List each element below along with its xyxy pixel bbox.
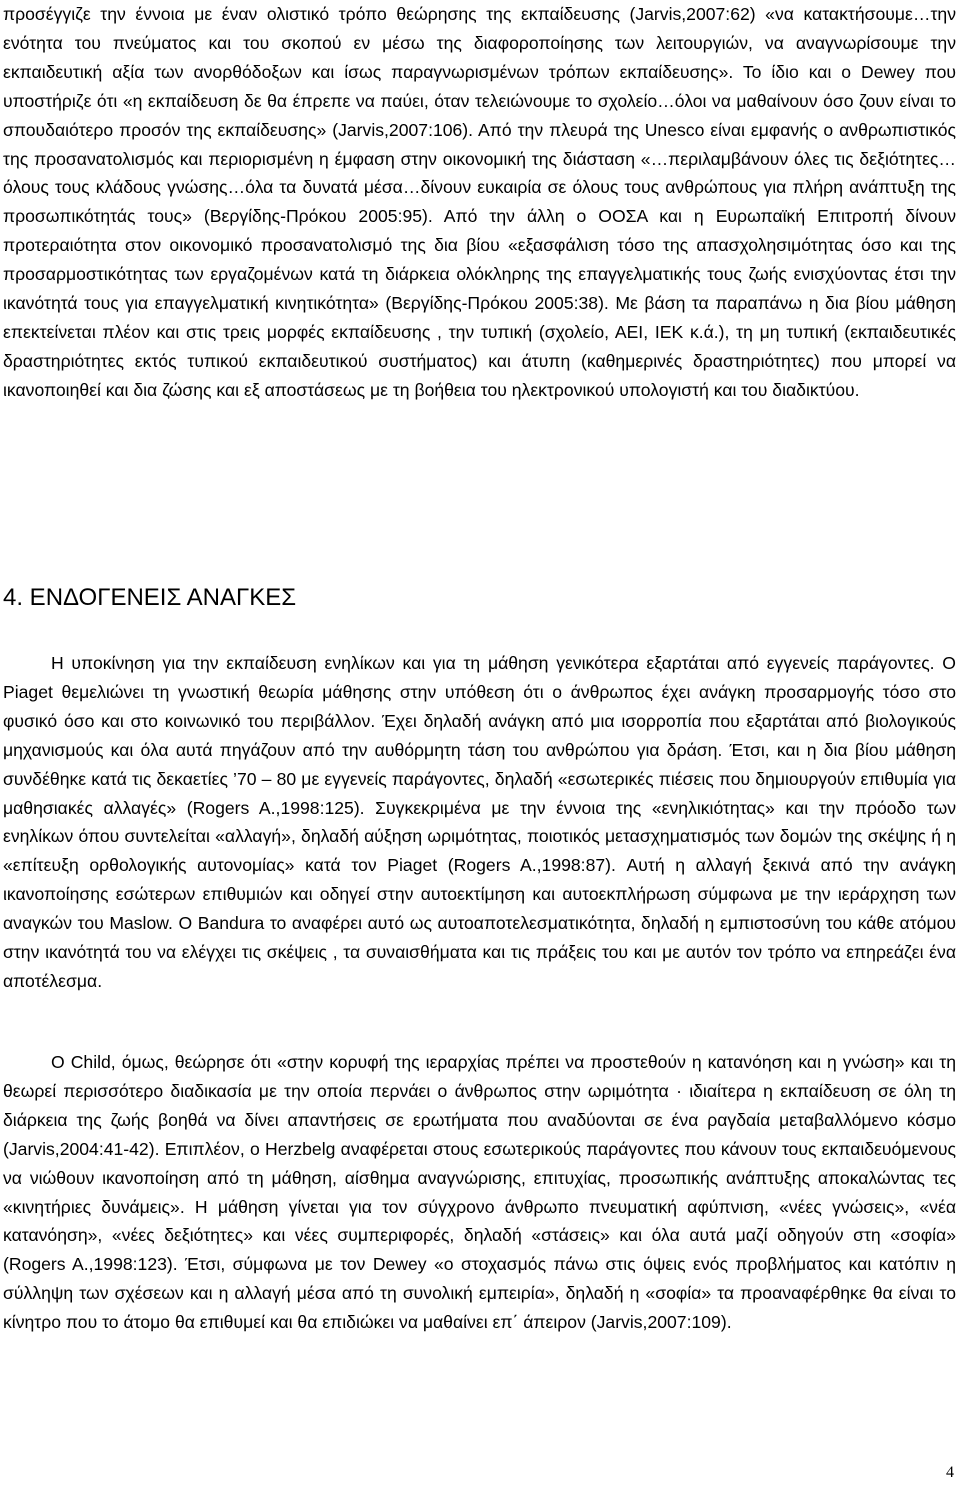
body-paragraph: Ο Child, όμως, θεώρησε ότι «στην κορυφή της ιεραρχίας πρέπει να προστεθούν η κατανόηση και η γνώση» και τη θεωρεί περισσότερο διαδικασία με την οποία περνάει ο άνθρωπος στην ωριμότητα · ιδιαίτερα η εκπαίδευση σε όλη τη διάρκεια της ζωής βοηθά να δίνει απαντήσεις σε ερωτήματα που αναδύονται σε ένα ραγδαία μεταβαλλόμενο κόσμο (Jarvis,2004:41-42). Επιπλέον, ο Herzbelg αναφέρεται στους εσωτερικούς παράγοντες που κάνουν τους εκπαιδευόμενους να νιώθουν ικανοποίηση από τη μάθηση, αίσθημα αναγνώρισης, επιτυχίας, προσωπικής ανάπτυξης αποκαλώντας τες «κινητήριες δυνάμεις». Η μάθηση γίνεται για τον σύγχρονο άνθρωπο πνευματική αφύπνιση, «νέες γνώσεις», «νέα κατανόηση», «νέες δεξιότητες» και νέες συμπεριφορές, δηλαδή «στάσεις» και όλα αυτά μαζί οδηγούν στη «σοφία» (Rogers A.,1998:123). Έτσι, σύμφωνα με τον Dewey «ο στοχασμός πάνω στις όψεις ενός προβλήματος και κατόπιν η σύλληψη των σχέσεων και η αλλαγή μέσα από τη συνολική εμπειρία», δηλαδή η «σοφία» τα προαναφέρθηκε θα είναι το κίνητρο που το άτομο θα επιθυμεί και θα επιδιώκει να μαθαίνει επ΄ άπειρον (Jarvis,2007:109). (3, 1052, 956, 1333)
body-paragraph: προσέγγιζε την έννοια με έναν ολιστικό τρόπο θεώρησης της εκπαίδευσης (Jarvis,2007:62) «να κατακτήσουμε…την ενότητα του πνεύματος και του σκοπού εν μέσω της διαφοροποίησης των λειτουργιών, να αναγνωρίσουμε την εκπαιδευτική αξία των ανορθόδοξων και ίσως παραγνωρισμένων τρόπων εκπαίδευσης». Το ίδιο και ο Dewey που υποστήριζε ότι «η εκπαίδευση δε θα έπρεπε να παύει, όταν τελειώνουμε το σχολείο…όλοι να μαθαίνουν όσο ζουν είναι το σπουδαιότερο προσόν της εκπαίδευσης» (Jarvis,2007:106). Από την πλευρά της Unesco είναι εμφανής ο ανθρωπιστικός της προσανατολισμός και περιορισμένη η έμφαση στην οικονομική της διάσταση «…περιλαμβάνουν όλες τις δεξιότητες…όλους τους κλάδους γνώσης…όλα τα δυνατά μέσα…δίνουν ευκαιρία σε όλους τους ανθρώπους για πλήρη ανάπτυξη της προσωπικότητάς τους» (Βεργίδης-Πρόκου 2005:95). Από την άλλη ο ΟΟΣΑ και η Ευρωπαϊκή Επιτροπή δίνουν προτεραιότητα στον οικονομικό προσανατολισμό της δια βίου «εξασφάλιση τόσο της απασχολησιμότητας όσο και της προσαρμοστικότητας των εργαζομένων κατά τη διάρκεια ολόκληρης της επαγγελματικής τους ζωής ενισχύοντας έτσι την ικανότητά τους για επαγγελματική κινητικότητα» (Βεργίδης-Πρόκου 2005:38). Με βάση τα παραπάνω η δια βίου μάθηση επεκτείνεται πλέον και στις τρεις μορφές εκπαίδευσης , την τυπική (σχολείο, ΑΕΙ, ΙΕΚ κ.ά.), τη μη τυπική (εκπαιδευτικές δραστηριότητες εκτός τυπικού εκπαιδευτικού συστήματος) και άτυπη (καθημερινές δραστηριότητες) που μπορεί να ικανοποιηθεί και δια ζώσης και εξ αποστάσεως με τη βοήθεια του ηλεκτρονικού υπολογιστή και του διαδικτύου. (3, 4, 956, 400)
body-paragraph: Η υποκίνηση για την εκπαίδευση ενηλίκων και για τη μάθηση γενικότερα εξαρτάται από εγγενείς παράγοντες. Ο Piaget θεμελιώνει τη γνωστική θεωρία μάθησης στην υπόθεση ότι ο άνθρωπος έχει ανάγκη προσαρμογής τόσο στο φυσικό όσο και στο κοινωνικό του περιβάλλον. Έχει δηλαδή ανάγκη από μια ισορροπία που εξαρτάται από βιολογικούς μηχανισμούς και όλα αυτά πηγάζουν από την αυθόρμητη τάση του ανθρώπου για δράση. Έτσι, και η δια βίου μάθηση συνδέθηκε κατά τις δεκαετίες ’70 – 80 με εγγενείς παράγοντες, δηλαδή «εσωτερικές πιέσεις που δημιουργούν επιθυμία για μαθησιακές αλλαγές» (Rogers A.,1998:125). Συγκεκριμένα με την έννοια της «ενηλικιότητας» και την πρόοδο των ενηλίκων όπου συντελείται «αλλαγή», δηλαδή αύξηση ωριμότητας, ποιοτικός μετασχηματισμός των δομών της σκέψης ή η «επίτευξη ορθολογικής αυτονομίας» κατά τον Piaget (Rogers A.,1998:87). Αυτή η αλλαγή ξεκινά από την ανάγκη ικανοποίησης εσώτερων επιθυμιών και οδηγεί στην αυτοεκτίμηση και αυτοεκπλήρωση σύμφωνα με την ιεράρχηση των αναγκών του Maslow. Ο Bandura το αναφέρει αυτό ως αυτοαποτελεσματικότητα, δηλαδή η εμπιστοσύνη του κάθε ατόμου στην ικανότητά του να ελέγχει τις σκέψεις , τα συναισθήματα και τις πράξεις του και με αυτόν τον τρόπο να επηρεάζει ένα αποτέλεσμα. (3, 653, 956, 991)
page-number: 4 (946, 1464, 954, 1481)
section-heading: 4. ΕΝΔΟΓΕΝΕΙΣ ΑΝΑΓΚΕΣ (3, 584, 297, 611)
